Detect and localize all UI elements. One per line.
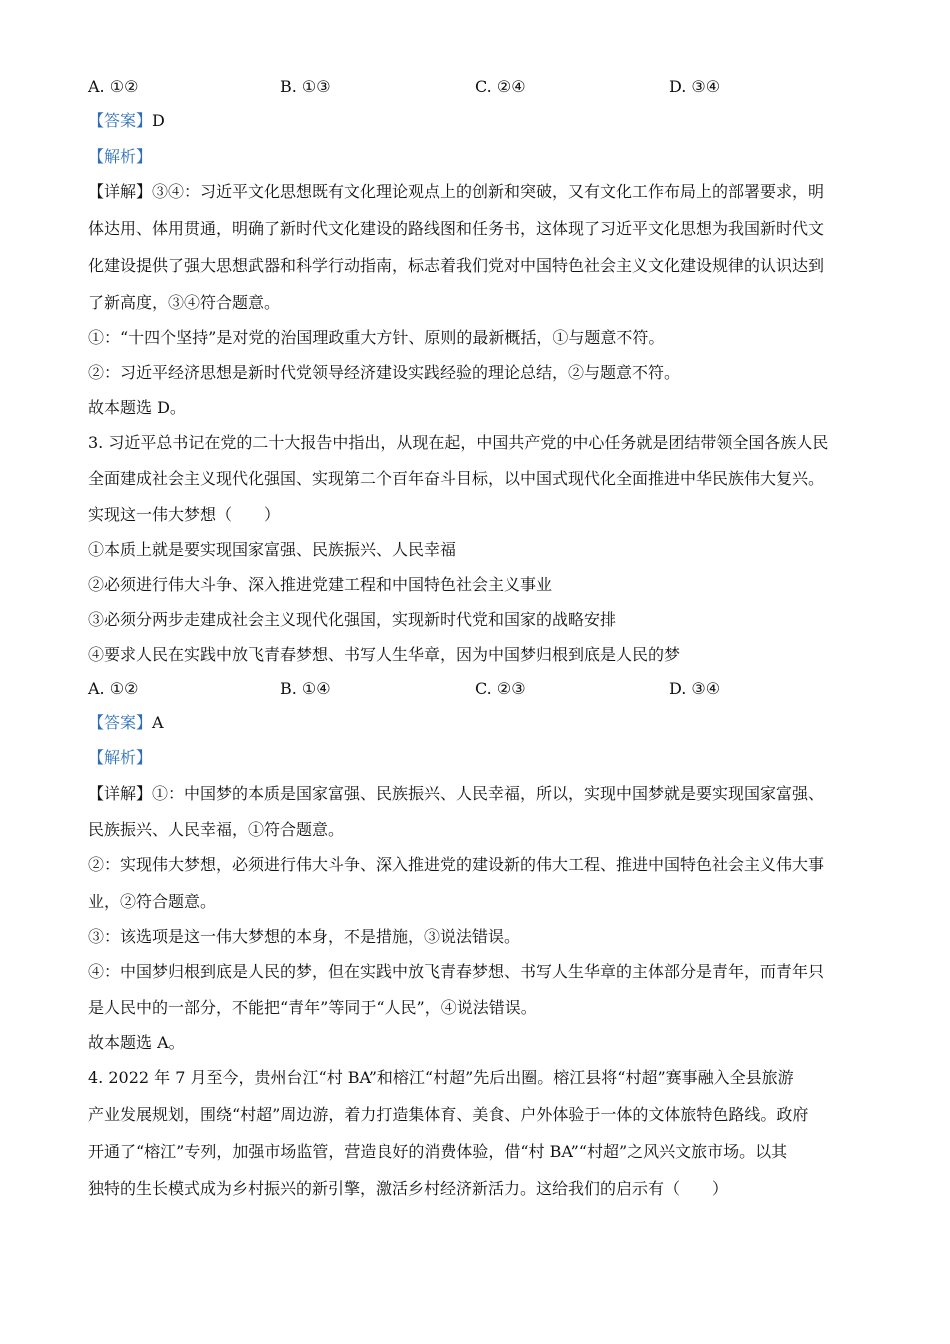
q2-conclusion: 故本题选 D。	[88, 398, 186, 417]
q3-option-b: B. ①④	[280, 679, 331, 698]
q3-detail-line: ③：该选项是这一伟大梦想的本身，不是措施，③说法错误。	[88, 927, 521, 946]
q4-stem-line: 开通了“榕江”专列，加强市场监管，营造良好的消费体验，借“村 BA”“村超”之风兴文旅市场。以其	[88, 1142, 788, 1161]
q2-option-a: A. ①②	[88, 77, 139, 96]
q2-option-d: D. ③④	[669, 77, 721, 96]
q2-detail-line: 化建设提供了强大思想武器和科学行动指南，标志着我们党对中国特色社会主义文化建设规律的认识达到	[88, 256, 825, 275]
q2-detail-line: ②：习近平经济思想是新时代党领导经济建设实践经验的理论总结，②与题意不符。	[88, 363, 681, 382]
q2-analysis-tag: 【解析】	[88, 147, 153, 166]
q4-stem-line: 独特的生长模式成为乡村振兴的新引擎，激活乡村经济新活力。这给我们的启示有（ ）	[88, 1179, 729, 1198]
q4-stem-line: 4. 2022 年 7 月至今，贵州台江“村 BA”和榕江“村超”先后出圈。榕江县将“村超”赛事融入全县旅游	[88, 1068, 794, 1087]
q3-stem-line: 3. 习近平总书记在党的二十大报告中指出，从现在起，中国共产党的中心任务就是团结带领全国各族人民	[88, 433, 829, 452]
q2-detail-line: 了新高度，③④符合题意。	[88, 293, 281, 312]
q2-detail-line: ①：“十四个坚持”是对党的治国理政重大方针、原则的最新概括，①与题意不符。	[88, 328, 665, 347]
q4-stem-line: 产业发展规划，围绕“村超”周边游，着力打造集体育、美食、户外体验于一体的文体旅特色路线。政府	[88, 1105, 809, 1124]
q3-item: ③必须分两步走建成社会主义现代化强国，实现新时代党和国家的战略安排	[88, 610, 617, 629]
detail-tag: 【详解】	[88, 182, 153, 201]
q3-item: ②必须进行伟大斗争、深入推进党建工程和中国特色社会主义事业	[88, 575, 553, 594]
q3-stem-line: 实现这一伟大梦想（ ）	[88, 505, 281, 524]
answer-tag: 【答案】	[88, 713, 153, 732]
answer-value: D	[152, 111, 165, 130]
q3-answer	[88, 713, 164, 733]
q3-option-a: A. ①②	[88, 679, 139, 698]
q3-analysis-tag: 【解析】	[88, 748, 153, 767]
q3-detail-line: 业，②符合题意。	[88, 892, 217, 911]
q3-detail-line	[88, 784, 824, 804]
detail-text: ①：中国梦的本质是国家富强、民族振兴、人民幸福，所以，实现中国梦就是要实现国家富强、	[152, 784, 825, 803]
answer-value: A	[152, 713, 164, 732]
q2-answer	[88, 111, 165, 131]
q3-stem-line: 全面建成社会主义现代化强国、实现第二个百年奋斗目标，以中国式现代化全面推进中华民族伟大复兴。	[88, 469, 825, 488]
q3-conclusion: 故本题选 A。	[88, 1033, 185, 1052]
answer-tag: 【答案】	[88, 111, 153, 130]
q2-option-b: B. ①③	[280, 77, 331, 96]
detail-text: ③④：习近平文化思想既有文化理论观点上的创新和突破，又有文化工作布局上的部署要求，明	[152, 182, 825, 201]
q3-detail-line: 民族振兴、人民幸福，①符合题意。	[88, 820, 345, 839]
q3-option-c: C. ②③	[475, 679, 526, 698]
q3-item: ①本质上就是要实现国家富强、民族振兴、人民幸福	[88, 540, 457, 559]
q3-item: ④要求人民在实践中放飞青春梦想、书写人生华章，因为中国梦归根到底是人民的梦	[88, 645, 681, 664]
q3-detail-line: ②：实现伟大梦想，必须进行伟大斗争、深入推进党的建设新的伟大工程、推进中国特色社会主义伟大事	[88, 855, 825, 874]
q3-detail-line: ④：中国梦归根到底是人民的梦，但在实践中放飞青春梦想、书写人生华章的主体部分是青年，而青年只	[88, 962, 825, 981]
q2-detail-line: 体达用、体用贯通，明确了新时代文化建设的路线图和任务书，这体现了习近平文化思想为我国新时代文	[88, 219, 825, 238]
q3-detail-line: 是人民中的一部分，不能把“青年”等同于“人民”，④说法错误。	[88, 998, 537, 1017]
q2-option-c: C. ②④	[475, 77, 526, 96]
detail-tag: 【详解】	[88, 784, 153, 803]
q2-detail-line	[88, 182, 824, 202]
q3-option-d: D. ③④	[669, 679, 721, 698]
